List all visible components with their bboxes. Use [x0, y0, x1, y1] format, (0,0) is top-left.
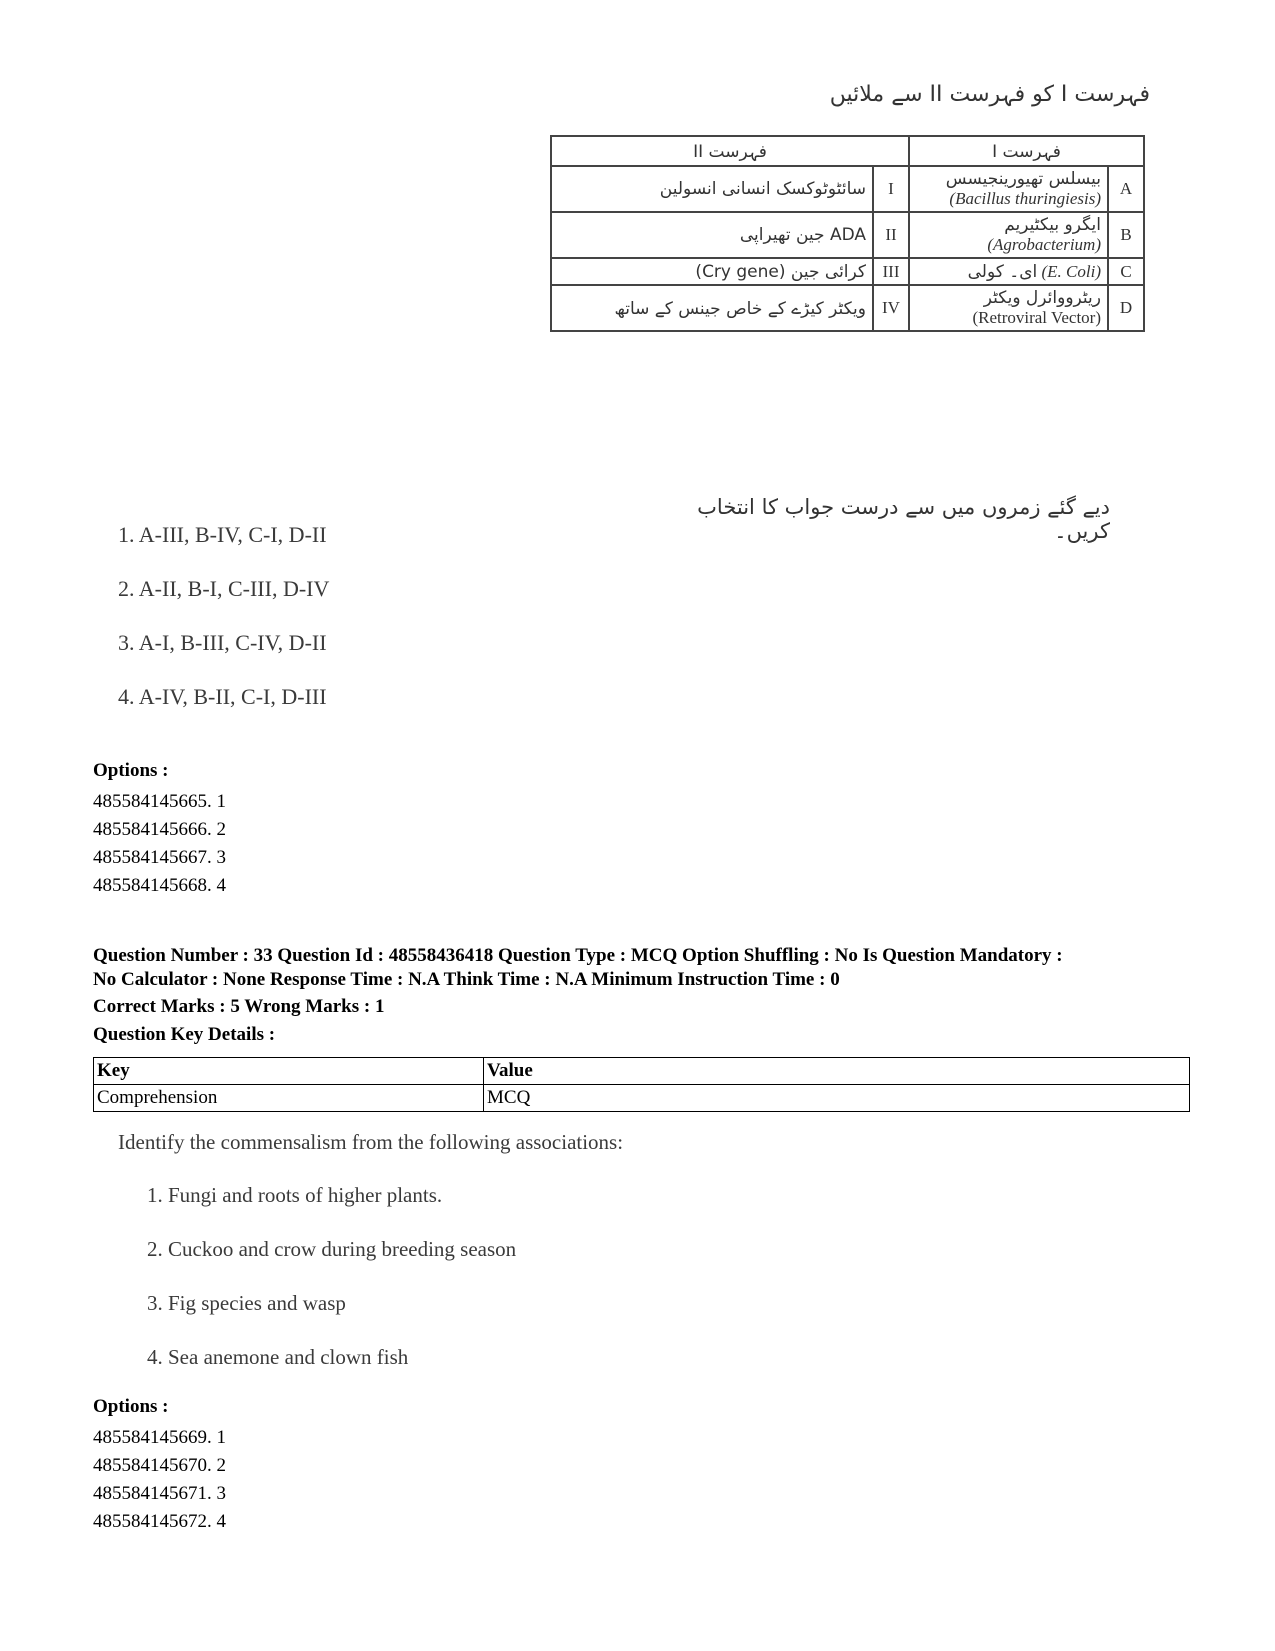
list1-english: (Bacillus thuringiesis): [949, 189, 1101, 208]
q32-choice-list: [118, 522, 329, 738]
list1-letter: B: [1108, 212, 1144, 258]
list2-numeral: III: [873, 258, 909, 285]
match-row-d: [551, 285, 1144, 331]
list2-numeral: II: [873, 212, 909, 258]
list2-item: سائٹوٹوکسک انسانی انسولین: [551, 166, 873, 212]
list1-item: [909, 166, 1108, 212]
q33-marks: Correct Marks : 5 Wrong Marks : 1: [93, 996, 385, 1017]
list1-letter: A: [1108, 166, 1144, 212]
list1-english: (E. Coli): [1041, 262, 1101, 281]
q33-key-details-label: Question Key Details :: [93, 1024, 276, 1045]
list2-item: ویکٹر کیڑے کے خاص جینس کے ساتھ: [551, 285, 873, 331]
match-table: [550, 135, 1145, 332]
choice-item: 3. A-I, B-III, C-IV, D-II: [118, 630, 327, 655]
option-item: 485584145666. 2: [93, 819, 226, 840]
option-item: 485584145669. 1: [93, 1427, 226, 1448]
q33-meta: [93, 944, 1223, 992]
choice-item: 4. A-IV, B-II, C-I, D-III: [118, 684, 327, 709]
key-table-row: [94, 1085, 1190, 1112]
q32-options-label: Options :: [93, 760, 169, 781]
list1-english: (Retroviral Vector): [972, 308, 1101, 327]
value-cell: MCQ: [484, 1085, 1190, 1112]
list1-item: [909, 212, 1108, 258]
match-row-c: [551, 258, 1144, 285]
key-header: Key: [94, 1058, 484, 1085]
choice-item: 2. A-II, B-I, C-III, D-IV: [118, 576, 330, 601]
q33-meta-line: No Calculator : None Response Time : N.A Think Time : N.A Minimum Instruction Time : 0: [93, 969, 840, 990]
match-row-b: [551, 212, 1144, 258]
q32-options-list: [93, 788, 226, 900]
list2-item: کرائی جین (Cry gene): [551, 258, 873, 285]
key-cell: Comprehension: [94, 1085, 484, 1112]
list1-urdu: ای۔ کولی: [967, 262, 1038, 282]
key-details-table: [93, 1057, 1190, 1112]
q33-choice-list: [147, 1183, 516, 1399]
option-item: 485584145665. 1: [93, 791, 226, 812]
list1-letter: C: [1108, 258, 1144, 285]
list1-item: [909, 285, 1108, 331]
list1-english: (Agrobacterium): [987, 235, 1101, 254]
list1-header: فہرست I: [909, 136, 1144, 166]
q33-stem: Identify the commensalism from the following associations:: [118, 1130, 624, 1154]
choice-item: 2. Cuckoo and crow during breeding season: [147, 1237, 517, 1261]
list1-urdu: ایگرو بیکٹیریم: [1004, 215, 1101, 235]
choice-item: 3. Fig species and wasp: [147, 1291, 346, 1315]
list1-urdu: بیسلس تھیورینجیسس: [945, 169, 1101, 189]
list1-letter: D: [1108, 285, 1144, 331]
option-item: 485584145668. 4: [93, 875, 226, 896]
list2-item: ADA جین تھیراپی: [551, 212, 873, 258]
choice-item: 4. Sea anemone and clown fish: [147, 1345, 409, 1369]
list1-item: [909, 258, 1108, 285]
option-item: 485584145671. 3: [93, 1483, 226, 1504]
list2-numeral: IV: [873, 285, 909, 331]
option-item: 485584145670. 2: [93, 1455, 226, 1476]
list1-urdu: ریٹرووائرل ویکٹر: [983, 288, 1101, 308]
choice-item: 1. A-III, B-IV, C-I, D-II: [118, 522, 327, 547]
option-item: 485584145667. 3: [93, 847, 226, 868]
choice-item: 1. Fungi and roots of higher plants.: [147, 1183, 443, 1207]
q33-meta-line: Question Number : 33 Question Id : 48558436418 Question Type : MCQ Option Shuffling : No Is Question Mandatory :: [93, 945, 1063, 966]
match-row-a: [551, 166, 1144, 212]
option-item: 485584145672. 4: [93, 1511, 226, 1532]
q33-options-list: [93, 1424, 226, 1536]
match-table-header-row: [551, 136, 1144, 166]
key-table-header-row: [94, 1058, 1190, 1085]
value-header: Value: [484, 1058, 1190, 1085]
list2-header: فہرست II: [551, 136, 909, 166]
match-heading: فہرست I کو فہرست II سے ملائیں: [829, 82, 1150, 107]
list2-numeral: I: [873, 166, 909, 212]
choose-instruction: دیے گئے زمروں میں سے درست جواب کا انتخاب کریں۔: [697, 495, 1110, 543]
q33-options-label: Options :: [93, 1396, 169, 1417]
